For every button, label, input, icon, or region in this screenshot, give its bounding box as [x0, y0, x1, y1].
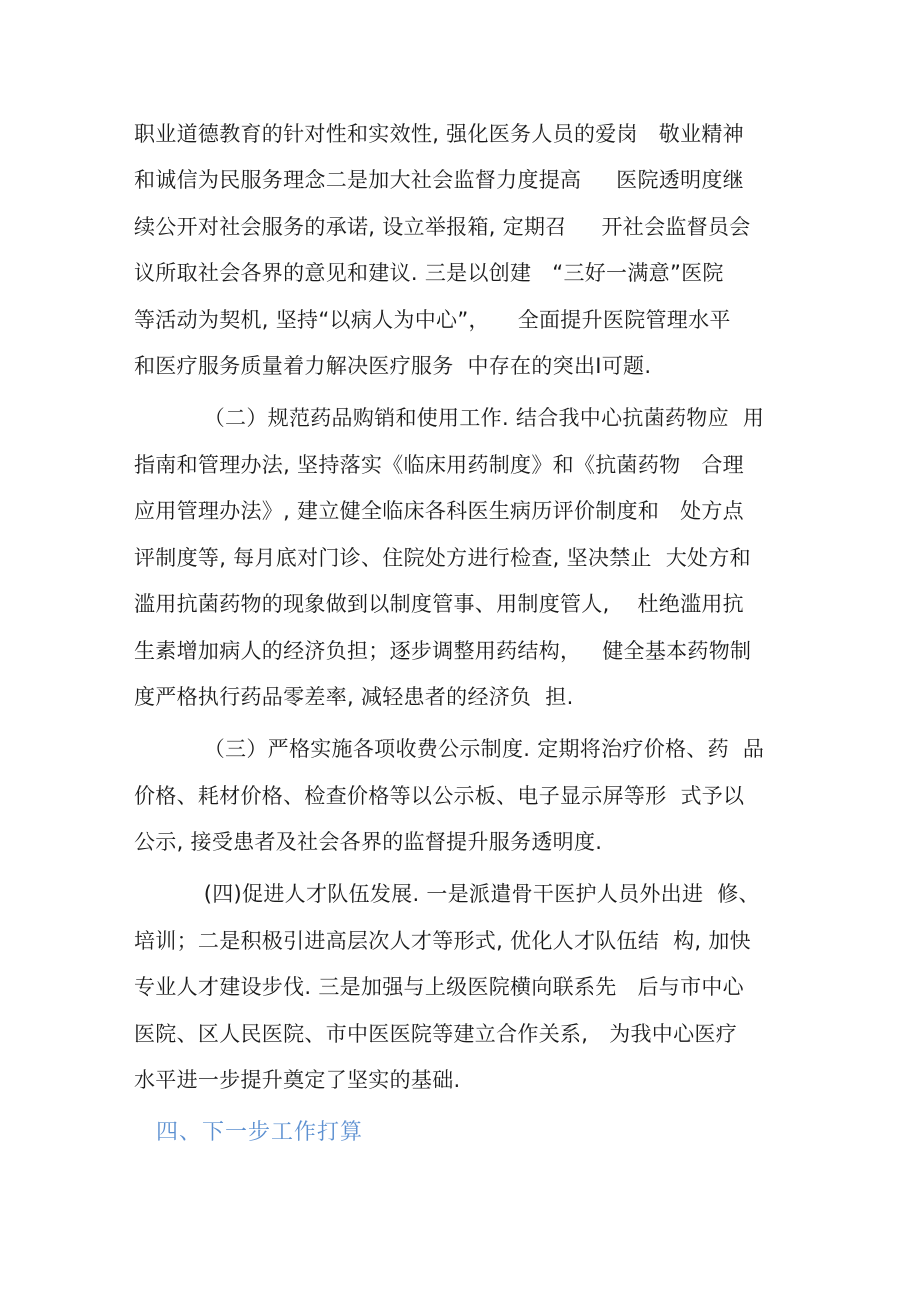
paragraph-3-line-2: 价格、耗材价格、检查价格等以公示板、电子显示屏等形 式予以 — [134, 784, 745, 808]
paragraph-1-line-3: 续公开对社会服务的承诺, 设立举报箱, 定期召 开社会监督员会 — [134, 215, 751, 239]
paragraph-2-line-3: 应用管理办法》, 建立健全临床各科医生病历评价制度和 处方点 — [134, 499, 744, 523]
paragraph-1-line-5: 等活动为契机, 坚持“以病人为中心”， 全面提升医院管理水平 — [134, 308, 731, 332]
section-heading: 四、下一步工作打算 — [156, 1120, 364, 1145]
paragraph-4-line-3: 专业人才建设步伐. 三是加强与上级医院横向联系先 后与市中心 — [134, 975, 744, 999]
paragraph-2-line-5: 滥用抗菌药物的现象做到以制度管事、用制度管人, 杜绝滥用抗 — [134, 592, 744, 616]
paragraph-3-line-1: （三）严格实施各项收费公示制度. 定期将治疗价格、药 品 — [134, 737, 765, 761]
paragraph-4-line-5: 水平进一步提升奠定了坚实的基础. — [134, 1068, 461, 1092]
paragraph-1-line-2: 和诚信为民服务理念二是加大社会监督力度提高 医院透明度继 — [134, 168, 744, 192]
paragraph-2-line-1: （二）规范药品购销和使用工作. 结合我中心抗菌药物应 用 — [134, 406, 765, 430]
paragraph-2-line-4: 评制度等, 每月底对门诊、住院处方进行检查, 坚决禁止 大处方和 — [134, 546, 751, 570]
paragraph-4-line-4: 医院、区人民医院、市中医医院等建立合作关系, 为我中心医疗 — [134, 1022, 737, 1046]
paragraph-2-line-2: 指南和管理办法, 坚持落实《临床用药制度》和《抗菌药物 合理 — [134, 453, 744, 477]
paragraph-1-line-1: 职业道德教育的针对性和实效性, 强化医务人员的爱岗 敬业精神 — [134, 122, 744, 146]
paragraph-2-line-7: 度严格执行药品零差率, 减轻患者的经济负 担. — [134, 685, 574, 709]
paragraph-1-line-6: 和医疗服务质量着力解决医疗服务 中存在的突出I可题. — [134, 354, 652, 378]
paragraph-1-line-4: 议所取社会各界的意见和建议. 三是以创建 “三好一满意”医院 — [134, 261, 724, 285]
paragraph-4-line-2: 培训；二是积极引进高层次人才等形式, 优化人才队伍结 构, 加快 — [134, 929, 751, 953]
paragraph-3-line-3: 公示, 接受患者及社会各界的监督提升服务透明度. — [134, 830, 603, 854]
paragraph-2-line-6: 生素增加病人的经济负担；逐步调整用药结构， 健全基本药物制 — [134, 639, 752, 663]
paragraph-4-line-1: (四)促进人才队伍发展. 一是派遣骨干医护人员外出进 修、 — [134, 882, 760, 906]
